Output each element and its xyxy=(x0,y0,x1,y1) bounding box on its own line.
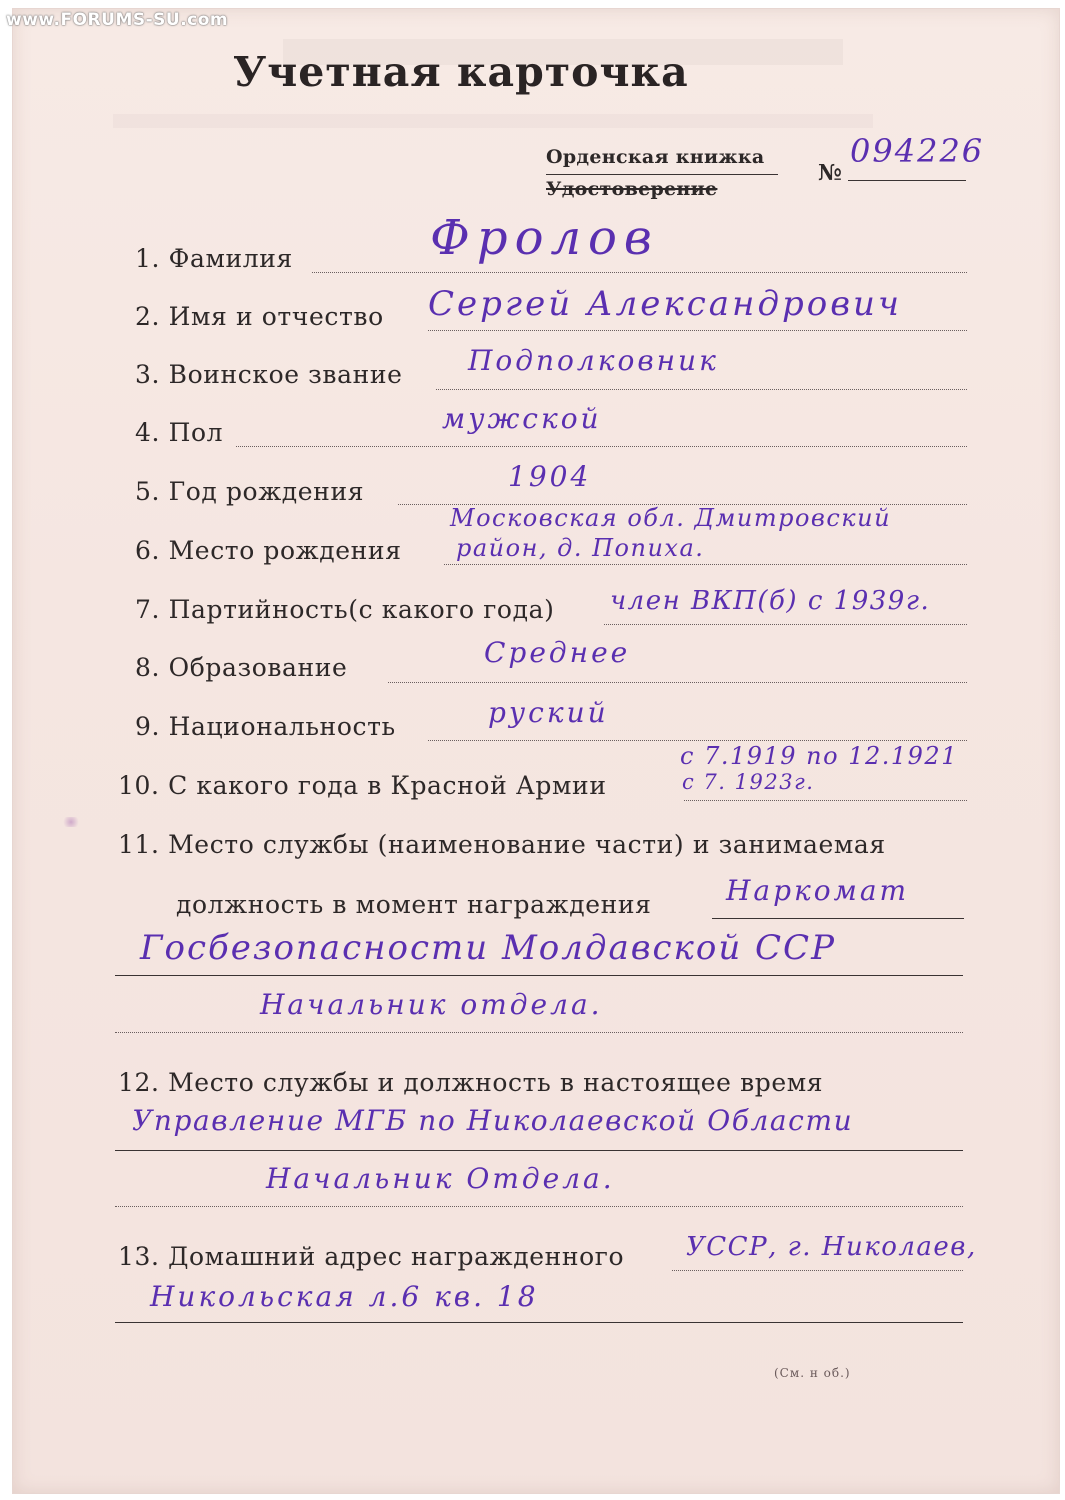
field-6-line xyxy=(444,564,967,565)
field-7-line xyxy=(604,624,967,625)
field-6-label: 6. Место рождения xyxy=(135,536,402,565)
field-4-line xyxy=(236,446,967,447)
field-3-value: Подполковник xyxy=(468,344,719,377)
field-8-label: 8. Образование xyxy=(135,653,348,682)
field-9-line xyxy=(428,740,967,741)
field-5-label: 5. Год рождения xyxy=(135,477,365,506)
number-label: № xyxy=(818,160,843,186)
field-12-line2 xyxy=(115,1206,963,1207)
ink-blot xyxy=(61,817,81,827)
field-11-line1 xyxy=(712,918,964,919)
order-book-number: 094226 xyxy=(850,132,985,170)
order-book-label: Орденская книжка xyxy=(546,146,765,168)
field-1-line xyxy=(312,272,967,273)
field-10-value-line1: с 7.1919 по 12.1921 xyxy=(680,742,958,770)
field-12-value-line2: Начальник Отдела. xyxy=(266,1162,615,1195)
field-13-value-line2: Никольская л.6 кв. 18 xyxy=(150,1280,539,1313)
field-1-value: Фролов xyxy=(430,210,659,266)
field-12-label: 12. Место службы и должность в настоящее время xyxy=(118,1068,824,1097)
field-12-value-line1: Управление МГБ по Николаевской Области xyxy=(132,1104,854,1137)
footer-note: (См. н об.) xyxy=(774,1366,851,1380)
field-2-label: 2. Имя и отчество xyxy=(135,302,384,331)
field-13-label: 13. Домашний адрес награжденного xyxy=(118,1242,625,1271)
order-book-underline xyxy=(546,174,778,175)
field-13-line2 xyxy=(115,1322,963,1323)
field-7-label: 7. Партийность(с какого года) xyxy=(135,595,555,624)
field-9-value: руский xyxy=(488,696,609,729)
field-11-line2 xyxy=(115,975,963,976)
field-13-value-line1: УССР, г. Николаев, xyxy=(686,1232,977,1262)
field-3-label: 3. Воинское звание xyxy=(135,360,403,389)
field-11-label-line2: должность в момент награждения xyxy=(176,890,652,919)
field-2-value: Сергей Александрович xyxy=(428,284,903,324)
watermark-text: www.FORUMS-SU.com xyxy=(6,10,229,30)
field-12-line1 xyxy=(115,1150,963,1151)
field-13-line1 xyxy=(672,1270,963,1271)
field-2-line xyxy=(428,330,967,331)
field-11-line3 xyxy=(115,1032,963,1033)
field-6-value-line1: Московская обл. Дмитровский xyxy=(450,504,892,532)
field-9-label: 9. Национальность xyxy=(135,712,396,741)
certificate-label: Удостоверение xyxy=(546,178,718,200)
card-title: Учетная карточка xyxy=(233,48,689,96)
field-10-line xyxy=(684,800,967,801)
number-underline xyxy=(848,180,966,181)
field-7-value: член ВКП(б) с 1939г. xyxy=(610,586,931,616)
field-1-label: 1. Фамилия xyxy=(135,244,293,273)
field-11-value-line2: Госбезопасности Молдавской ССР xyxy=(140,928,836,968)
field-10-value-line2: с 7. 1923г. xyxy=(682,770,815,794)
field-3-line xyxy=(436,389,967,390)
field-11-value-line1: Наркомат xyxy=(726,874,910,907)
field-11-value-line3: Начальник отдела. xyxy=(260,988,603,1021)
field-10-label: 10. С какого года в Красной Армии xyxy=(118,771,607,800)
field-11-label-line1: 11. Место службы (наименование части) и занимаемая xyxy=(118,830,886,859)
field-5-value: 1904 xyxy=(508,460,592,493)
bleed-through-shadow-2 xyxy=(113,114,873,128)
field-4-label: 4. Пол xyxy=(135,418,224,447)
field-4-value: мужской xyxy=(442,402,602,435)
field-8-value: Среднее xyxy=(484,636,631,669)
field-6-value-line2: район, д. Попиха. xyxy=(456,534,705,562)
field-8-line xyxy=(388,682,967,683)
